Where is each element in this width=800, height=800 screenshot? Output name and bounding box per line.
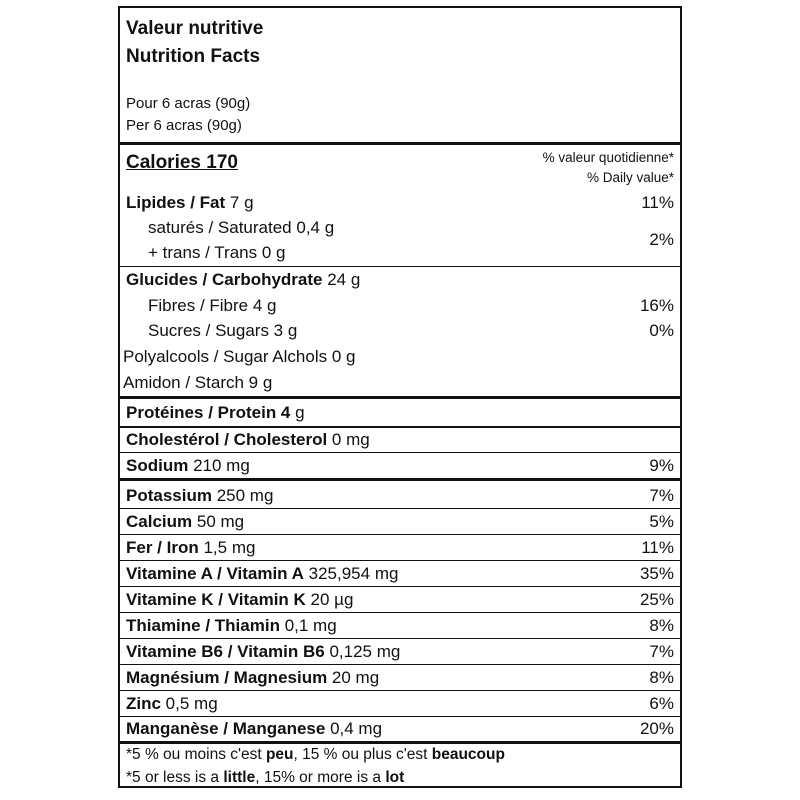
nutrient-row bbox=[120, 483, 680, 508]
cholesterol-row bbox=[120, 427, 680, 452]
nutrient-dv: 25% bbox=[639, 590, 674, 609]
nutrient-label: Vitamine A / Vitamin A bbox=[126, 564, 304, 583]
divider bbox=[120, 478, 680, 481]
title-fr: Valeur nutritive bbox=[126, 18, 264, 39]
fibre-label: Fibres / Fibre 4 g bbox=[148, 296, 277, 315]
nutrient-amount: 20 µg bbox=[305, 590, 354, 609]
nutrient-dv: 6% bbox=[649, 694, 674, 713]
carbohydrate-row bbox=[120, 267, 680, 292]
fibre-row bbox=[120, 293, 680, 318]
nutrient-amount: 0,1 mg bbox=[279, 616, 337, 635]
daily-value-header-fr: % valeur quotidienne* bbox=[542, 150, 674, 165]
divider bbox=[120, 396, 680, 399]
calories: Calories 170 bbox=[126, 152, 238, 173]
saturated-row bbox=[120, 215, 680, 240]
nutrient-dv: 20% bbox=[639, 719, 674, 738]
nutrient-amount: 250 mg bbox=[211, 486, 274, 505]
fat-row bbox=[120, 190, 680, 215]
nutrient-label: Fer / Iron bbox=[126, 538, 199, 557]
trans-label: + trans / Trans 0 g bbox=[148, 243, 286, 262]
nutrient-amount: 325,954 mg bbox=[303, 564, 399, 583]
nutrient-row bbox=[120, 561, 680, 586]
sodium-label: Sodium bbox=[126, 456, 189, 475]
fat-label: Lipides / Fat bbox=[126, 193, 226, 212]
trans-row bbox=[120, 240, 680, 265]
nutrient-row bbox=[120, 509, 680, 534]
serving-size-fr: Pour 6 acras (90g) bbox=[126, 95, 251, 112]
nutrient-label: Manganèse / Manganese bbox=[126, 719, 326, 738]
nutrient-dv: 5% bbox=[649, 512, 674, 531]
cholesterol-label: Cholestérol / Cholesterol bbox=[126, 430, 328, 449]
sugars-dv: 0% bbox=[649, 321, 674, 340]
title-en: Nutrition Facts bbox=[126, 46, 261, 67]
nutrient-dv: 7% bbox=[649, 486, 674, 505]
nutrient-row bbox=[120, 535, 680, 560]
nutrient-amount: 0,125 mg bbox=[324, 642, 401, 661]
protein-row bbox=[120, 400, 680, 425]
nutrient-label: Magnésium / Magnesium bbox=[126, 668, 328, 687]
nutrient-label: Zinc bbox=[126, 694, 161, 713]
nutrient-label: Vitamine K / Vitamin K bbox=[126, 590, 306, 609]
divider bbox=[120, 142, 680, 145]
carbohydrate-amount: 24 g bbox=[322, 270, 361, 289]
footnote-en: *5 or less is a little, 15% or more is a lot bbox=[126, 769, 405, 786]
fat-dv: 11% bbox=[641, 193, 674, 212]
fibre-dv: 16% bbox=[639, 296, 674, 315]
sugars-row bbox=[120, 318, 680, 343]
serving-size-en: Per 6 acras (90g) bbox=[126, 117, 242, 134]
nutrient-label: Calcium bbox=[126, 512, 193, 531]
sugar-alcohols-label: Polyalcools / Sugar Alchols 0 g bbox=[123, 347, 356, 366]
nutrient-row bbox=[120, 691, 680, 716]
nutrient-amount: 50 mg bbox=[192, 512, 245, 531]
nutrient-dv: 8% bbox=[649, 616, 674, 635]
nutrient-amount: 1,5 mg bbox=[198, 538, 256, 557]
daily-value-header-en: % Daily value* bbox=[586, 170, 674, 185]
nutrient-dv: 8% bbox=[649, 668, 674, 687]
nutrient-amount: 0,5 mg bbox=[160, 694, 218, 713]
sodium-dv: 9% bbox=[649, 456, 674, 475]
saturated-label: saturés / Saturated 0,4 g bbox=[148, 218, 335, 237]
nutrient-dv: 11% bbox=[641, 538, 674, 557]
nutrient-row bbox=[120, 639, 680, 664]
carbohydrate-label: Glucides / Carbohydrate bbox=[126, 270, 323, 289]
protein-label: Protéines / Protein 4 bbox=[126, 403, 291, 422]
sugars-label: Sucres / Sugars 3 g bbox=[148, 321, 298, 340]
starch-row bbox=[120, 370, 680, 395]
sodium-row bbox=[120, 453, 680, 478]
nutrient-dv: 7% bbox=[649, 642, 674, 661]
nutrient-row bbox=[120, 665, 680, 690]
cholesterol-amount: 0 mg bbox=[327, 430, 370, 449]
nutrient-amount: 20 mg bbox=[327, 668, 380, 687]
nutrient-row bbox=[120, 716, 680, 741]
nutrient-dv: 35% bbox=[639, 564, 674, 583]
nutrient-label: Potassium bbox=[126, 486, 212, 505]
sodium-amount: 210 mg bbox=[188, 456, 250, 475]
nutrient-row bbox=[120, 587, 680, 612]
nutrition-facts-label bbox=[118, 6, 682, 788]
sat-trans-dv: 2% bbox=[649, 230, 674, 249]
nutrient-label: Vitamine B6 / Vitamin B6 bbox=[126, 642, 325, 661]
fat-amount: 7 g bbox=[225, 193, 254, 212]
sugar-alcohols-row bbox=[120, 344, 680, 369]
protein-amount: g bbox=[290, 403, 305, 422]
nutrient-amount: 0,4 mg bbox=[325, 719, 383, 738]
nutrient-row bbox=[120, 613, 680, 638]
starch-label: Amidon / Starch 9 g bbox=[123, 373, 273, 392]
footnote-fr: *5 % ou moins c'est peu, 15 % ou plus c'est beaucoup bbox=[126, 746, 505, 763]
nutrient-label: Thiamine / Thiamin bbox=[126, 616, 280, 635]
